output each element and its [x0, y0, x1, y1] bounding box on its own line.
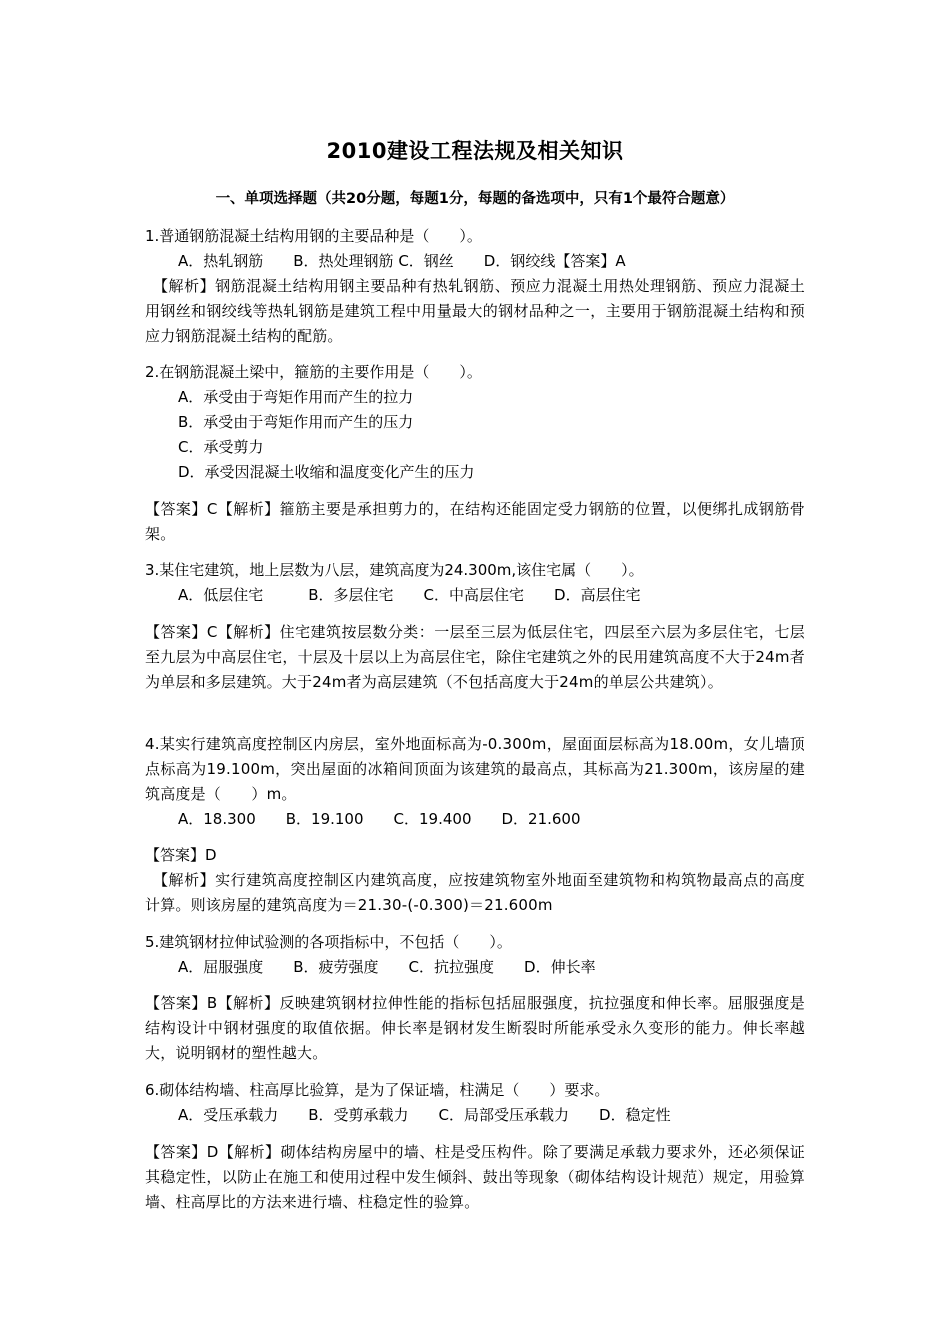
document-title: 2010建设工程法规及相关知识	[326, 139, 624, 163]
question-6-options: A．受压承载力 B．受剪承载力 C．局部受压承载力 D．稳定性	[178, 1106, 671, 1124]
question-1-analysis: 【解析】钢筋混凝土结构用钢主要品种有热轧钢筋、预应力混凝土用热处理钢筋、预应力混凝土用钢丝和钢绞线等热轧钢筋是建筑工程中用量最大的钢材品种之一，主要用于钢筋混凝土结构和预应力钢筋混凝土结构的配筋。	[145, 277, 805, 345]
question-5-stem: 5.建筑钢材拉伸试验测的各项指标中，不包括（ ）。	[145, 933, 512, 951]
question-2-option-c: C．承受剪力	[178, 438, 264, 456]
question-2-stem: 2.在钢筋混凝土梁中，箍筋的主要作用是（ ）。	[145, 363, 482, 381]
question-2-answer: 【答案】C【解析】箍筋主要是承担剪力的，在结构还能固定受力钢筋的位置，以便绑扎成钢筋骨架。	[145, 500, 805, 543]
question-3-answer: 【答案】C【解析】住宅建筑按层数分类：一层至三层为低层住宅，四层至六层为多层住宅，七层至九层为中高层住宅，十层及十层以上为高层住宅，除住宅建筑之外的民用建筑高度不大于24m者为单层和多层建筑。大于24m者为高层建筑（不包括高度大于24m的单层公共建筑）。	[145, 623, 805, 691]
question-4-options: A．18.300 B．19.100 C．19.400 D．21.600	[178, 810, 581, 828]
question-6-stem: 6.砌体结构墙、柱高厚比验算，是为了保证墙，柱满足（ ）要求。	[145, 1081, 610, 1099]
question-3-options: A．低层住宅 B．多层住宅 C．中高层住宅 D．高层住宅	[178, 586, 641, 604]
question-4-answer: 【答案】D	[145, 846, 217, 864]
question-3-stem: 3.某住宅建筑，地上层数为八层，建筑高度为24.300m,该住宅属（ ）。	[145, 561, 644, 579]
section-heading: 一、单项选择题（共20分题，每题1分，每题的备选项中，只有1个最符合题意）	[215, 191, 735, 207]
question-1-stem: 1.普通钢筋混凝土结构用钢的主要品种是（ ）。	[145, 227, 482, 245]
question-2-option-a: A．承受由于弯矩作用而产生的拉力	[178, 388, 414, 406]
question-4-analysis: 【解析】实行建筑高度控制区内建筑高度，应按建筑物室外地面至建筑物和构筑物最高点的高度计算。则该房屋的建筑高度为＝21.30-(-0.300)＝21.600m	[145, 871, 805, 914]
question-1-options: A．热轧钢筋 B．热处理钢筋 C．钢丝 D．钢绞线【答案】A	[178, 252, 626, 270]
question-6-answer: 【答案】D【解析】砌体结构房屋中的墙、柱是受压构件。除了要满足承载力要求外，还必须保证其稳定性，以防止在施工和使用过程中发生倾斜、鼓出等现象（砌体结构设计规范）规定，用验算墙、柱高厚比的方法来进行墙、柱稳定性的验算。	[145, 1143, 805, 1211]
question-5-options: A．屈服强度 B．疲劳强度 C．抗拉强度 D．伸长率	[178, 958, 596, 976]
question-5-answer: 【答案】B【解析】反映建筑钢材拉伸性能的指标包括屈服强度，抗拉强度和伸长率。屈服强度是结构设计中钢材强度的取值依据。伸长率是钢材发生断裂时所能承受永久变形的能力。伸长率越大，说明钢材的塑性越大。	[145, 994, 805, 1062]
question-4-stem: 4.某实行建筑高度控制区内房层，室外地面标高为-0.300m，屋面面层标高为18.00m，女儿墙顶点标高为19.100m，突出屋面的冰箱间顶面为该建筑的最高点，其标高为21.300m，该房屋的建筑高度是（ ）m。	[145, 735, 805, 803]
question-2-option-b: B．承受由于弯矩作用而产生的压力	[178, 413, 414, 431]
question-2-option-d: D．承受因混凝土收缩和温度变化产生的压力	[178, 463, 475, 481]
